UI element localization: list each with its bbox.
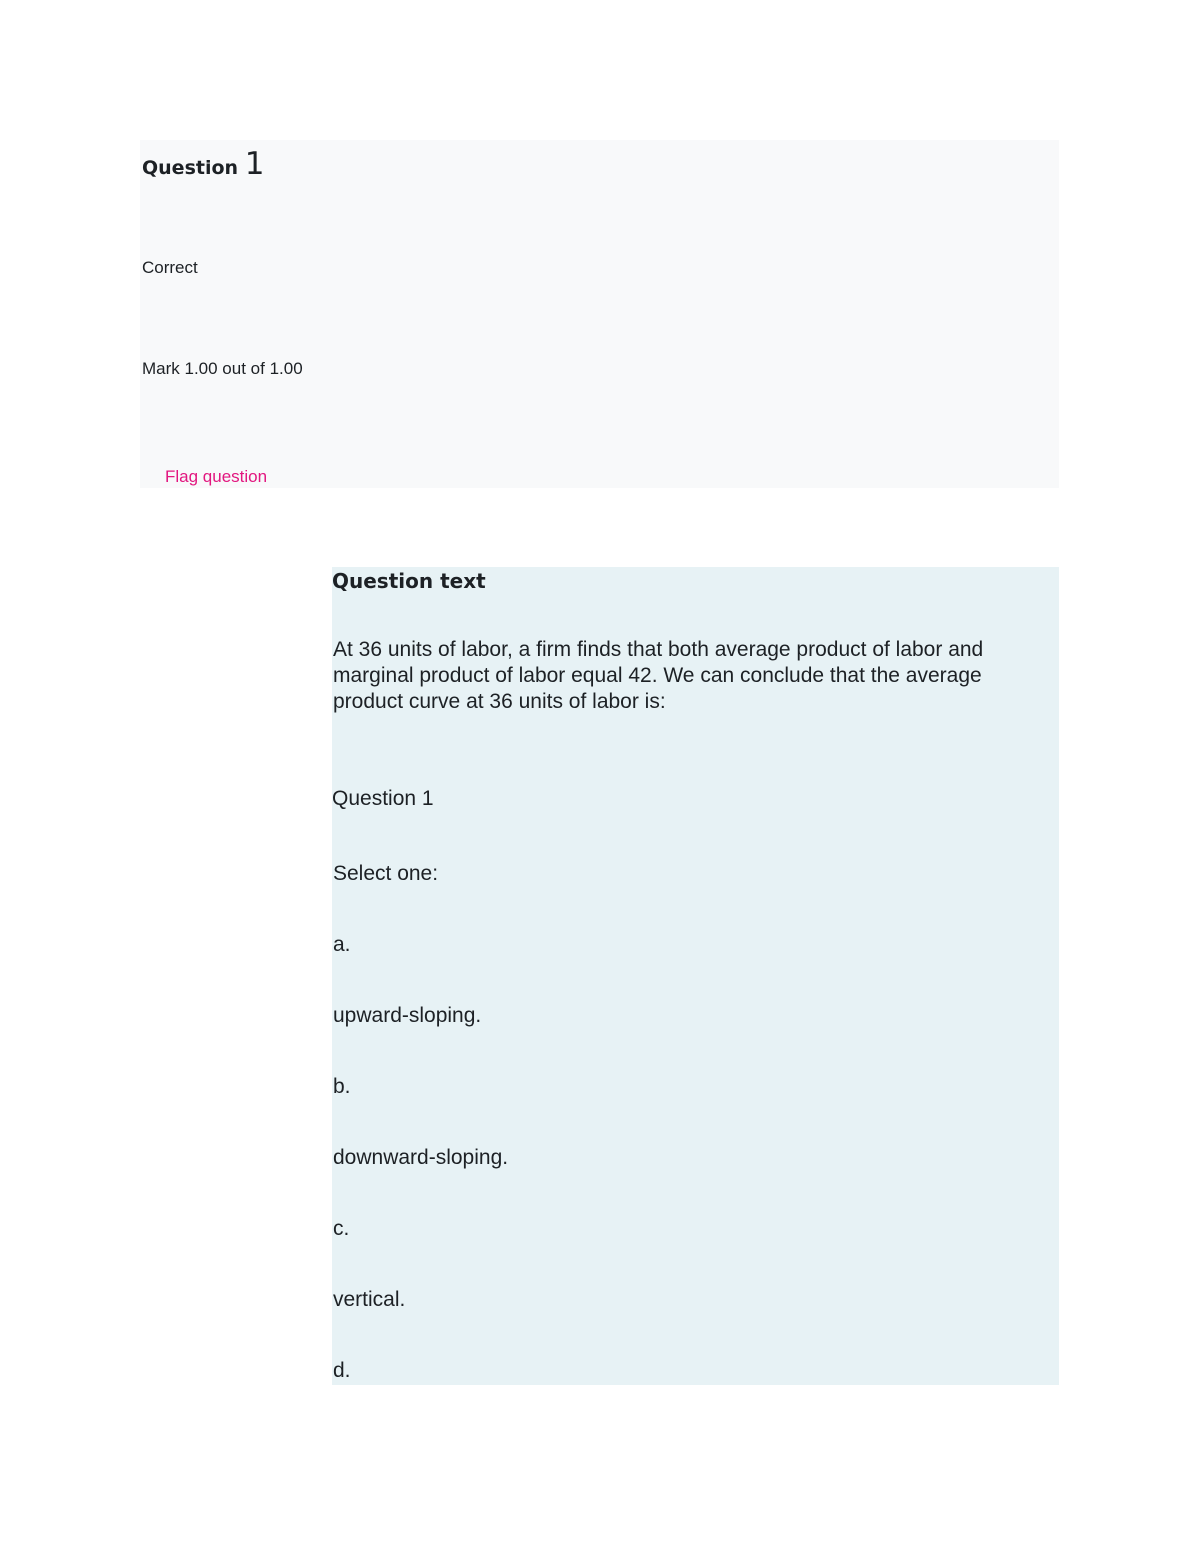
question-number-heading [142,146,264,186]
option-a-letter[interactable]: a. [333,933,351,956]
option-a-text[interactable]: upward-sloping. [333,1004,482,1027]
option-b-letter[interactable]: b. [333,1075,351,1098]
option-d-letter[interactable]: d. [333,1359,351,1382]
option-b-text[interactable]: downward-sloping. [333,1146,509,1169]
question-state: Correct [142,258,198,277]
question-number: 1 [244,146,265,182]
question-info-panel [140,140,1059,488]
question-heading-prefix: Question [142,157,239,179]
flag-question-link[interactable]: Flag question [165,467,268,486]
question-grade: Mark 1.00 out of 1.00 [142,359,303,378]
question-content-panel [332,567,1059,1385]
question-text: At 36 units of labor, a firm finds that both average product of labor and marginal product of labor equal 42. We can conclude that the average product curve at 36 units of labor is: [333,638,984,713]
question-text-heading: Question text [332,569,486,593]
option-c-text[interactable]: vertical. [333,1288,406,1311]
answer-label: Question 1 [332,787,434,810]
select-one-prompt: Select one: [333,862,439,885]
option-c-letter[interactable]: c. [333,1217,350,1240]
